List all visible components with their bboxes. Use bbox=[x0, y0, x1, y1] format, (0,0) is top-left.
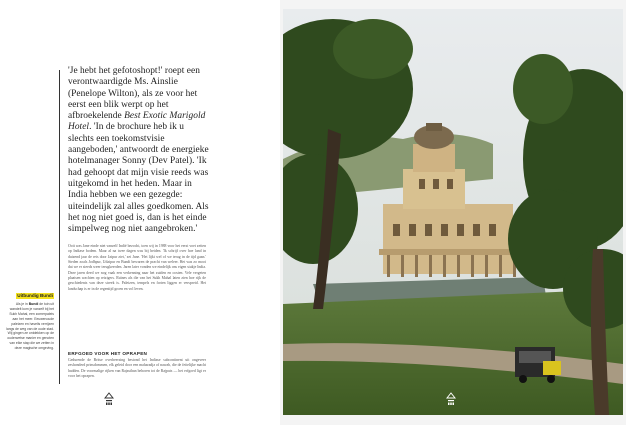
pull-quote-part1: 'Je hebt het gefotoshopt!' roept een verontwaardigde Ms. Ainslie (Penelope Wilton), als ze voor het eerst een blik werpt op het afbroekelende bbox=[68, 66, 200, 122]
pull-quote-part2: . 'In de brochure heb ik u slechts een toekomstvisie aangeboden,' antwoordt de energieke hotelmanager Sonny (Dev Patel). 'Ik had gehoopt dat mijn visie reeds was uitgekomd in het heden. Maar in India hebben we een gezegde: uiteindelijk zal alles goedkomen. Als het nog niet goed is, dan is het einde simpelweg nog niet aangebroken.' bbox=[68, 122, 209, 235]
sidebar-body bbox=[6, 302, 54, 351]
sidebar-tag: Uitbundig Bundi bbox=[17, 293, 53, 298]
sidebar-body-rest: de tuin uit wandelt kom je vanzelf bij het Sukh Mahal, een zomerpaleis aan het meer. Eeuwenoude paleizen en havelis verrijzen langs de weg van de oude stad. Wij gingen ze ontdekken op de ouderwetse manier en genoten van elke stap die we zetten in deze magische omgeving. bbox=[6, 302, 54, 351]
left-page bbox=[0, 0, 280, 425]
palace-photo bbox=[283, 9, 623, 415]
body-text: Ooit was Jane einde niet vanzelf Indië bezocht, toen wij in 1988 voor het eerst voet zetten op Indiase bodem. Maar al na twee dagen was bij beiden. 'Ik schrijf over hoe land in duizend jaar de reis door Jaipur ziet,' zei Jane. 'Het lijkt wel of we terug in de tijd gaan.' Steden zoals Jodhpur, Udaipur en Bundi bewaren de pracht van weleer. Het was zo mooi dat we er steeds weer terugkeerden. Jaren later vonden we eindelijk ons eigen stukje India. Deze jaren deed we nog vaak een verkenning naar het zuiden en oosten. Vele vergeten plaatsen wachten op reizigers. Ruïnes als die van het Sukh Mahal laten zien hoe rijk de geschiedenis van deze streek is. Paleizen, tempels en forten liggen er verspreid. Het landschap is er in de regentijd groen en vol leven. bbox=[68, 244, 206, 291]
vertical-rule bbox=[59, 70, 60, 384]
sidebar-caption bbox=[6, 284, 54, 351]
sidebar-body-highlight: Bundi bbox=[28, 302, 39, 306]
magazine-logo-icon-right bbox=[446, 392, 456, 406]
section-heading: ERFGOED VOOR HET OPRAPEN bbox=[68, 351, 148, 356]
pull-quote-hotel-name: Best Exotic Marigold Hotel bbox=[68, 111, 206, 133]
magazine-logo-icon bbox=[104, 392, 114, 406]
section-text: Gedurende de Britse overheersing bestond het Indiase subcontinent uit ongeveer zeshonderd prinsdommen, elk geleid door een maharadja of nawab, die de feitelijke macht hadden. De voormalige rijken van Rajasthan behoren tot de Rajputs — het erfgoed ligt er voor het oprapen. bbox=[68, 358, 206, 379]
pull-quote bbox=[68, 66, 210, 235]
sidebar-body-prefix: Als je in bbox=[15, 302, 29, 306]
